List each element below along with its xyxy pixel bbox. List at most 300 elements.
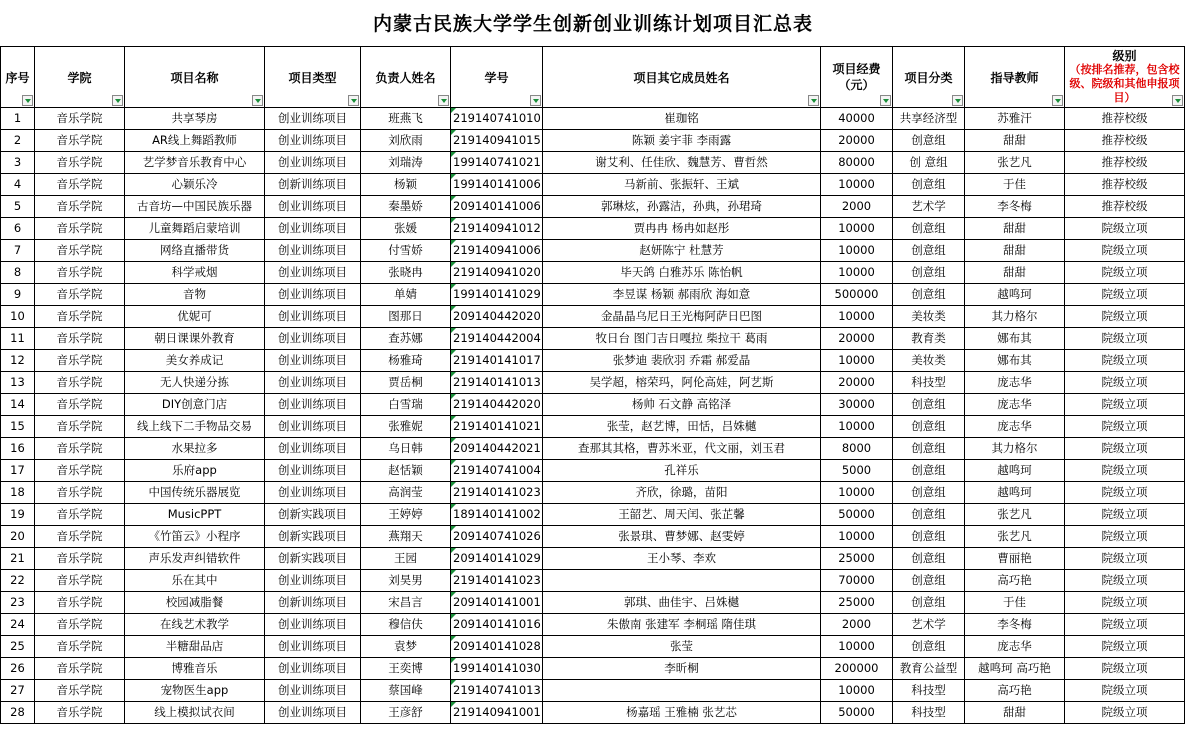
cell-student-id[interactable]: 219140741010 bbox=[451, 108, 543, 130]
cell-level[interactable]: 推荐校级 bbox=[1065, 196, 1185, 218]
filter-dropdown-icon[interactable] bbox=[952, 95, 963, 106]
cell-student-id[interactable]: 219140141021 bbox=[451, 416, 543, 438]
cell-college[interactable]: 音乐学院 bbox=[35, 548, 125, 570]
cell-project-type[interactable]: 创业训练项目 bbox=[265, 350, 361, 372]
cell-category[interactable]: 创意组 bbox=[893, 416, 965, 438]
cell-student-id[interactable]: 219140941001 bbox=[451, 702, 543, 724]
cell-members[interactable]: 杨帅 石文静 高铭泽 bbox=[543, 394, 821, 416]
cell-members[interactable]: 孔祥乐 bbox=[543, 460, 821, 482]
cell-leader[interactable]: 王彦舒 bbox=[361, 702, 451, 724]
cell-category[interactable]: 科技型 bbox=[893, 680, 965, 702]
cell-funding[interactable]: 10000 bbox=[821, 240, 893, 262]
cell-level[interactable]: 院级立项 bbox=[1065, 548, 1185, 570]
cell-student-id[interactable]: 189140141002 bbox=[451, 504, 543, 526]
cell-members[interactable] bbox=[543, 680, 821, 702]
cell-funding[interactable]: 10000 bbox=[821, 306, 893, 328]
cell-leader[interactable]: 刘瑞涛 bbox=[361, 152, 451, 174]
cell-college[interactable]: 音乐学院 bbox=[35, 416, 125, 438]
cell-project-type[interactable]: 创业训练项目 bbox=[265, 108, 361, 130]
cell-level[interactable]: 推荐校级 bbox=[1065, 108, 1185, 130]
cell-members[interactable]: 张梦迪 裴欣羽 乔霜 郝爱晶 bbox=[543, 350, 821, 372]
cell-advisor[interactable]: 庞志华 bbox=[965, 372, 1065, 394]
cell-project-type[interactable]: 创业训练项目 bbox=[265, 262, 361, 284]
cell-category[interactable]: 创意组 bbox=[893, 438, 965, 460]
cell-project-name[interactable]: 中国传统乐器展览 bbox=[125, 482, 265, 504]
cell-seq[interactable]: 23 bbox=[1, 592, 35, 614]
cell-project-name[interactable]: 线上线下二手物品交易 bbox=[125, 416, 265, 438]
cell-category[interactable]: 教育公益型 bbox=[893, 658, 965, 680]
cell-members[interactable]: 王小琴、李欢 bbox=[543, 548, 821, 570]
cell-seq[interactable]: 8 bbox=[1, 262, 35, 284]
cell-project-type[interactable]: 创业训练项目 bbox=[265, 130, 361, 152]
cell-level[interactable]: 院级立项 bbox=[1065, 218, 1185, 240]
cell-level[interactable]: 院级立项 bbox=[1065, 482, 1185, 504]
cell-level[interactable]: 院级立项 bbox=[1065, 306, 1185, 328]
cell-members[interactable]: 金晶晶乌尼日王光梅阿萨日巴图 bbox=[543, 306, 821, 328]
cell-leader[interactable]: 贾岳桐 bbox=[361, 372, 451, 394]
cell-members[interactable]: 郭琪、曲佳宇、吕姝樾 bbox=[543, 592, 821, 614]
cell-college[interactable]: 音乐学院 bbox=[35, 240, 125, 262]
cell-advisor[interactable]: 甜甜 bbox=[965, 702, 1065, 724]
cell-level[interactable]: 院级立项 bbox=[1065, 328, 1185, 350]
cell-project-type[interactable]: 创业训练项目 bbox=[265, 306, 361, 328]
cell-level[interactable]: 院级立项 bbox=[1065, 702, 1185, 724]
cell-project-type[interactable]: 创业训练项目 bbox=[265, 614, 361, 636]
cell-project-name[interactable]: 水果拉多 bbox=[125, 438, 265, 460]
cell-leader[interactable]: 张媛 bbox=[361, 218, 451, 240]
cell-seq[interactable]: 20 bbox=[1, 526, 35, 548]
cell-category[interactable]: 创意组 bbox=[893, 218, 965, 240]
cell-project-type[interactable]: 创业训练项目 bbox=[265, 680, 361, 702]
cell-members[interactable]: 杨嘉瑶 王雅楠 张艺芯 bbox=[543, 702, 821, 724]
header-project-type[interactable]: 项目类型 bbox=[265, 47, 361, 108]
cell-student-id[interactable]: 209140741026 bbox=[451, 526, 543, 548]
cell-leader[interactable]: 张雅妮 bbox=[361, 416, 451, 438]
cell-level[interactable]: 院级立项 bbox=[1065, 350, 1185, 372]
cell-project-name[interactable]: 《竹笛云》小程序 bbox=[125, 526, 265, 548]
cell-project-name[interactable]: 线上模拟试衣间 bbox=[125, 702, 265, 724]
cell-student-id[interactable]: 199140141006 bbox=[451, 174, 543, 196]
cell-project-type[interactable]: 创业训练项目 bbox=[265, 702, 361, 724]
cell-category[interactable]: 创意组 bbox=[893, 130, 965, 152]
cell-members[interactable]: 张莹，赵艺博，田恬，吕姝樾 bbox=[543, 416, 821, 438]
header-project-name[interactable]: 项目名称 bbox=[125, 47, 265, 108]
cell-college[interactable]: 音乐学院 bbox=[35, 152, 125, 174]
cell-seq[interactable]: 17 bbox=[1, 460, 35, 482]
cell-seq[interactable]: 28 bbox=[1, 702, 35, 724]
cell-funding[interactable]: 70000 bbox=[821, 570, 893, 592]
cell-level[interactable]: 院级立项 bbox=[1065, 416, 1185, 438]
cell-student-id[interactable]: 209140442020 bbox=[451, 306, 543, 328]
header-members[interactable]: 项目其它成员姓名 bbox=[543, 47, 821, 108]
cell-funding[interactable]: 50000 bbox=[821, 702, 893, 724]
cell-project-type[interactable]: 创新训练项目 bbox=[265, 592, 361, 614]
cell-seq[interactable]: 3 bbox=[1, 152, 35, 174]
cell-funding[interactable]: 5000 bbox=[821, 460, 893, 482]
cell-leader[interactable]: 宋昌言 bbox=[361, 592, 451, 614]
header-funding[interactable]: 项目经费（元） bbox=[821, 47, 893, 108]
cell-project-type[interactable]: 创业训练项目 bbox=[265, 482, 361, 504]
cell-funding[interactable]: 20000 bbox=[821, 328, 893, 350]
cell-project-name[interactable]: AR线上舞蹈教师 bbox=[125, 130, 265, 152]
cell-funding[interactable]: 500000 bbox=[821, 284, 893, 306]
cell-category[interactable]: 美妆类 bbox=[893, 306, 965, 328]
cell-funding[interactable]: 10000 bbox=[821, 174, 893, 196]
cell-project-type[interactable]: 创业训练项目 bbox=[265, 372, 361, 394]
filter-dropdown-icon[interactable] bbox=[252, 95, 263, 106]
cell-members[interactable]: 毕天鸽 白雅苏乐 陈怡帆 bbox=[543, 262, 821, 284]
cell-student-id[interactable]: 219140941020 bbox=[451, 262, 543, 284]
cell-leader[interactable]: 单婧 bbox=[361, 284, 451, 306]
cell-college[interactable]: 音乐学院 bbox=[35, 350, 125, 372]
cell-project-type[interactable]: 创业训练项目 bbox=[265, 416, 361, 438]
cell-project-name[interactable]: 美女养成记 bbox=[125, 350, 265, 372]
cell-seq[interactable]: 26 bbox=[1, 658, 35, 680]
cell-college[interactable]: 音乐学院 bbox=[35, 174, 125, 196]
cell-seq[interactable]: 11 bbox=[1, 328, 35, 350]
cell-seq[interactable]: 27 bbox=[1, 680, 35, 702]
cell-project-name[interactable]: 无人快递分拣 bbox=[125, 372, 265, 394]
cell-college[interactable]: 音乐学院 bbox=[35, 702, 125, 724]
cell-category[interactable]: 教育类 bbox=[893, 328, 965, 350]
cell-members[interactable]: 牧日台 图门吉日嘎拉 柴拉干 葛雨 bbox=[543, 328, 821, 350]
cell-funding[interactable]: 80000 bbox=[821, 152, 893, 174]
cell-advisor[interactable]: 张艺凡 bbox=[965, 152, 1065, 174]
cell-project-name[interactable]: 宠物医生app bbox=[125, 680, 265, 702]
cell-student-id[interactable]: 219140141013 bbox=[451, 372, 543, 394]
cell-level[interactable]: 院级立项 bbox=[1065, 240, 1185, 262]
cell-level[interactable]: 院级立项 bbox=[1065, 438, 1185, 460]
cell-project-type[interactable]: 创业训练项目 bbox=[265, 152, 361, 174]
cell-student-id[interactable]: 219140141023 bbox=[451, 482, 543, 504]
cell-leader[interactable]: 高润莹 bbox=[361, 482, 451, 504]
cell-category[interactable]: 艺术学 bbox=[893, 196, 965, 218]
cell-project-name[interactable]: 乐府app bbox=[125, 460, 265, 482]
cell-seq[interactable]: 16 bbox=[1, 438, 35, 460]
cell-members[interactable]: 谢艾利、任佳欣、魏慧芳、曹哲然 bbox=[543, 152, 821, 174]
cell-members[interactable]: 马新前、张振轩、王斌 bbox=[543, 174, 821, 196]
cell-student-id[interactable]: 219140941006 bbox=[451, 240, 543, 262]
cell-seq[interactable]: 21 bbox=[1, 548, 35, 570]
cell-project-type[interactable]: 创业训练项目 bbox=[265, 438, 361, 460]
cell-level[interactable]: 院级立项 bbox=[1065, 680, 1185, 702]
cell-college[interactable]: 音乐学院 bbox=[35, 394, 125, 416]
cell-student-id[interactable]: 219140941012 bbox=[451, 218, 543, 240]
cell-members[interactable]: 李昱谋 杨颖 郝雨欣 海如意 bbox=[543, 284, 821, 306]
cell-leader[interactable]: 刘昊男 bbox=[361, 570, 451, 592]
cell-level[interactable]: 院级立项 bbox=[1065, 526, 1185, 548]
cell-advisor[interactable]: 甜甜 bbox=[965, 262, 1065, 284]
cell-category[interactable]: 创意组 bbox=[893, 482, 965, 504]
cell-seq[interactable]: 15 bbox=[1, 416, 35, 438]
cell-project-name[interactable]: DIY创意门店 bbox=[125, 394, 265, 416]
filter-dropdown-icon[interactable] bbox=[880, 95, 891, 106]
cell-student-id[interactable]: 199140141030 bbox=[451, 658, 543, 680]
cell-level[interactable]: 推荐校级 bbox=[1065, 152, 1185, 174]
cell-category[interactable]: 创意组 bbox=[893, 394, 965, 416]
cell-category[interactable]: 艺术学 bbox=[893, 614, 965, 636]
cell-members[interactable]: 张莹 bbox=[543, 636, 821, 658]
cell-funding[interactable]: 40000 bbox=[821, 108, 893, 130]
cell-student-id[interactable]: 219140741004 bbox=[451, 460, 543, 482]
header-level[interactable]: 级别 （按排名推荐，包含校级、院级和其他申报项目） bbox=[1065, 47, 1185, 108]
cell-project-name[interactable]: 音物 bbox=[125, 284, 265, 306]
cell-project-type[interactable]: 创业训练项目 bbox=[265, 394, 361, 416]
cell-advisor[interactable]: 庞志华 bbox=[965, 394, 1065, 416]
cell-advisor[interactable]: 娜布其 bbox=[965, 328, 1065, 350]
cell-college[interactable]: 音乐学院 bbox=[35, 592, 125, 614]
cell-project-name[interactable]: 优妮可 bbox=[125, 306, 265, 328]
cell-student-id[interactable]: 209140141028 bbox=[451, 636, 543, 658]
cell-project-name[interactable]: 艺学梦音乐教育中心 bbox=[125, 152, 265, 174]
filter-dropdown-icon[interactable] bbox=[808, 95, 819, 106]
cell-funding[interactable]: 50000 bbox=[821, 504, 893, 526]
cell-college[interactable]: 音乐学院 bbox=[35, 108, 125, 130]
cell-advisor[interactable]: 娜布其 bbox=[965, 350, 1065, 372]
cell-level[interactable]: 院级立项 bbox=[1065, 504, 1185, 526]
cell-student-id[interactable]: 199140741021 bbox=[451, 152, 543, 174]
cell-leader[interactable]: 赵恬颖 bbox=[361, 460, 451, 482]
cell-funding[interactable]: 10000 bbox=[821, 636, 893, 658]
cell-leader[interactable]: 白雪瑞 bbox=[361, 394, 451, 416]
header-leader[interactable]: 负责人姓名 bbox=[361, 47, 451, 108]
filter-dropdown-icon[interactable] bbox=[1172, 95, 1183, 106]
cell-level[interactable]: 院级立项 bbox=[1065, 262, 1185, 284]
cell-project-name[interactable]: 网络直播带货 bbox=[125, 240, 265, 262]
cell-advisor[interactable]: 于佳 bbox=[965, 174, 1065, 196]
cell-seq[interactable]: 14 bbox=[1, 394, 35, 416]
cell-category[interactable]: 创意组 bbox=[893, 174, 965, 196]
cell-seq[interactable]: 18 bbox=[1, 482, 35, 504]
cell-project-name[interactable]: 校园减脂餐 bbox=[125, 592, 265, 614]
cell-category[interactable]: 美妆类 bbox=[893, 350, 965, 372]
cell-category[interactable]: 创意组 bbox=[893, 636, 965, 658]
cell-level[interactable]: 院级立项 bbox=[1065, 284, 1185, 306]
cell-college[interactable]: 音乐学院 bbox=[35, 680, 125, 702]
cell-project-name[interactable]: 心颖乐冷 bbox=[125, 174, 265, 196]
cell-leader[interactable]: 乌日韩 bbox=[361, 438, 451, 460]
cell-project-name[interactable]: 博雅音乐 bbox=[125, 658, 265, 680]
cell-project-type[interactable]: 创新实践项目 bbox=[265, 548, 361, 570]
cell-project-name[interactable]: 乐在其中 bbox=[125, 570, 265, 592]
cell-leader[interactable]: 秦墨娇 bbox=[361, 196, 451, 218]
cell-funding[interactable]: 20000 bbox=[821, 130, 893, 152]
cell-leader[interactable]: 图那日 bbox=[361, 306, 451, 328]
cell-seq[interactable]: 4 bbox=[1, 174, 35, 196]
header-college[interactable]: 学院 bbox=[35, 47, 125, 108]
cell-advisor[interactable]: 张艺凡 bbox=[965, 526, 1065, 548]
cell-seq[interactable]: 24 bbox=[1, 614, 35, 636]
cell-college[interactable]: 音乐学院 bbox=[35, 328, 125, 350]
cell-project-name[interactable]: MusicPPT bbox=[125, 504, 265, 526]
cell-seq[interactable]: 10 bbox=[1, 306, 35, 328]
cell-leader[interactable]: 穆信伕 bbox=[361, 614, 451, 636]
cell-college[interactable]: 音乐学院 bbox=[35, 284, 125, 306]
cell-college[interactable]: 音乐学院 bbox=[35, 438, 125, 460]
cell-college[interactable]: 音乐学院 bbox=[35, 130, 125, 152]
cell-level[interactable]: 院级立项 bbox=[1065, 636, 1185, 658]
cell-seq[interactable]: 9 bbox=[1, 284, 35, 306]
cell-project-type[interactable]: 创新实践项目 bbox=[265, 504, 361, 526]
cell-level[interactable]: 推荐校级 bbox=[1065, 130, 1185, 152]
cell-leader[interactable]: 王婷婷 bbox=[361, 504, 451, 526]
cell-advisor[interactable]: 甜甜 bbox=[965, 130, 1065, 152]
cell-members[interactable]: 吴学超，榕荣玛，阿伦高娃，阿艺斯 bbox=[543, 372, 821, 394]
cell-members[interactable]: 朱傲南 张建军 李桐瑶 隋佳琪 bbox=[543, 614, 821, 636]
cell-funding[interactable]: 2000 bbox=[821, 614, 893, 636]
cell-college[interactable]: 音乐学院 bbox=[35, 636, 125, 658]
cell-advisor[interactable]: 高巧艳 bbox=[965, 680, 1065, 702]
cell-leader[interactable]: 杨雅琦 bbox=[361, 350, 451, 372]
filter-dropdown-icon[interactable] bbox=[438, 95, 449, 106]
cell-funding[interactable]: 10000 bbox=[821, 526, 893, 548]
cell-student-id[interactable]: 209140141016 bbox=[451, 614, 543, 636]
header-student-id[interactable]: 学号 bbox=[451, 47, 543, 108]
cell-leader[interactable]: 班燕飞 bbox=[361, 108, 451, 130]
cell-project-type[interactable]: 创业训练项目 bbox=[265, 636, 361, 658]
cell-project-name[interactable]: 朝日课课外教育 bbox=[125, 328, 265, 350]
cell-project-type[interactable]: 创业训练项目 bbox=[265, 196, 361, 218]
cell-funding[interactable]: 10000 bbox=[821, 218, 893, 240]
cell-advisor[interactable]: 苏雅汗 bbox=[965, 108, 1065, 130]
cell-level[interactable]: 院级立项 bbox=[1065, 460, 1185, 482]
filter-dropdown-icon[interactable] bbox=[530, 95, 541, 106]
cell-student-id[interactable]: 219140141017 bbox=[451, 350, 543, 372]
cell-college[interactable]: 音乐学院 bbox=[35, 526, 125, 548]
cell-category[interactable]: 创意组 bbox=[893, 504, 965, 526]
cell-advisor[interactable]: 于佳 bbox=[965, 592, 1065, 614]
cell-members[interactable]: 张景琪、曹梦娜、赵雯婷 bbox=[543, 526, 821, 548]
cell-advisor[interactable]: 越鸣珂 bbox=[965, 284, 1065, 306]
cell-student-id[interactable]: 209140442021 bbox=[451, 438, 543, 460]
cell-college[interactable]: 音乐学院 bbox=[35, 482, 125, 504]
cell-category[interactable]: 创意组 bbox=[893, 592, 965, 614]
cell-members[interactable]: 齐欣，徐璐，苗阳 bbox=[543, 482, 821, 504]
header-seq[interactable]: 序号 bbox=[1, 47, 35, 108]
cell-funding[interactable]: 10000 bbox=[821, 680, 893, 702]
cell-category[interactable]: 共享经济型 bbox=[893, 108, 965, 130]
cell-level[interactable]: 院级立项 bbox=[1065, 372, 1185, 394]
cell-seq[interactable]: 22 bbox=[1, 570, 35, 592]
cell-category[interactable]: 科技型 bbox=[893, 702, 965, 724]
cell-members[interactable]: 查那其其格，曹苏米亚，代文丽，刘玉君 bbox=[543, 438, 821, 460]
cell-project-name[interactable]: 共享琴房 bbox=[125, 108, 265, 130]
cell-student-id[interactable]: 219140941015 bbox=[451, 130, 543, 152]
cell-project-type[interactable]: 创业训练项目 bbox=[265, 570, 361, 592]
cell-advisor[interactable]: 李冬梅 bbox=[965, 196, 1065, 218]
cell-advisor[interactable]: 庞志华 bbox=[965, 636, 1065, 658]
cell-seq[interactable]: 13 bbox=[1, 372, 35, 394]
cell-category[interactable]: 创意组 bbox=[893, 526, 965, 548]
cell-funding[interactable]: 30000 bbox=[821, 394, 893, 416]
cell-funding[interactable]: 10000 bbox=[821, 482, 893, 504]
cell-seq[interactable]: 25 bbox=[1, 636, 35, 658]
cell-student-id[interactable]: 219140442020 bbox=[451, 394, 543, 416]
cell-college[interactable]: 音乐学院 bbox=[35, 460, 125, 482]
cell-category[interactable]: 创意组 bbox=[893, 548, 965, 570]
cell-project-name[interactable]: 半糖甜品店 bbox=[125, 636, 265, 658]
cell-college[interactable]: 音乐学院 bbox=[35, 614, 125, 636]
cell-advisor[interactable]: 张艺凡 bbox=[965, 504, 1065, 526]
cell-seq[interactable]: 12 bbox=[1, 350, 35, 372]
cell-college[interactable]: 音乐学院 bbox=[35, 570, 125, 592]
cell-project-type[interactable]: 创业训练项目 bbox=[265, 658, 361, 680]
cell-leader[interactable]: 付雪娇 bbox=[361, 240, 451, 262]
cell-advisor[interactable]: 越鸣珂 高巧艳 bbox=[965, 658, 1065, 680]
cell-members[interactable] bbox=[543, 570, 821, 592]
cell-project-type[interactable]: 创业训练项目 bbox=[265, 460, 361, 482]
cell-student-id[interactable]: 209140141001 bbox=[451, 592, 543, 614]
cell-project-name[interactable]: 儿童舞蹈启蒙培训 bbox=[125, 218, 265, 240]
header-advisor[interactable]: 指导教师 bbox=[965, 47, 1065, 108]
cell-advisor[interactable]: 越鸣珂 bbox=[965, 460, 1065, 482]
cell-funding[interactable]: 200000 bbox=[821, 658, 893, 680]
cell-leader[interactable]: 王奕博 bbox=[361, 658, 451, 680]
cell-project-type[interactable]: 创新实践项目 bbox=[265, 526, 361, 548]
cell-leader[interactable]: 燕翔天 bbox=[361, 526, 451, 548]
cell-level[interactable]: 院级立项 bbox=[1065, 614, 1185, 636]
cell-project-type[interactable]: 创新训练项目 bbox=[265, 174, 361, 196]
header-category[interactable]: 项目分类 bbox=[893, 47, 965, 108]
cell-members[interactable]: 贾冉冉 杨冉如赵彤 bbox=[543, 218, 821, 240]
cell-leader[interactable]: 袁梦 bbox=[361, 636, 451, 658]
cell-college[interactable]: 音乐学院 bbox=[35, 372, 125, 394]
cell-category[interactable]: 创意组 bbox=[893, 262, 965, 284]
cell-leader[interactable]: 张晓冉 bbox=[361, 262, 451, 284]
cell-advisor[interactable]: 甜甜 bbox=[965, 240, 1065, 262]
cell-funding[interactable]: 25000 bbox=[821, 548, 893, 570]
cell-project-name[interactable]: 声乐发声纠错软件 bbox=[125, 548, 265, 570]
cell-college[interactable]: 音乐学院 bbox=[35, 504, 125, 526]
cell-project-name[interactable]: 在线艺术教学 bbox=[125, 614, 265, 636]
filter-dropdown-icon[interactable] bbox=[22, 95, 33, 106]
cell-project-type[interactable]: 创业训练项目 bbox=[265, 240, 361, 262]
cell-level[interactable]: 院级立项 bbox=[1065, 394, 1185, 416]
filter-dropdown-icon[interactable] bbox=[348, 95, 359, 106]
cell-funding[interactable]: 2000 bbox=[821, 196, 893, 218]
cell-category[interactable]: 创意组 bbox=[893, 570, 965, 592]
cell-level[interactable]: 院级立项 bbox=[1065, 570, 1185, 592]
filter-dropdown-icon[interactable] bbox=[112, 95, 123, 106]
cell-members[interactable]: 李昕桐 bbox=[543, 658, 821, 680]
cell-funding[interactable]: 10000 bbox=[821, 350, 893, 372]
filter-dropdown-icon[interactable] bbox=[1052, 95, 1063, 106]
cell-advisor[interactable]: 曹丽艳 bbox=[965, 548, 1065, 570]
cell-project-name[interactable]: 古音坊—中国民族乐器 bbox=[125, 196, 265, 218]
cell-project-name[interactable]: 科学戒烟 bbox=[125, 262, 265, 284]
cell-leader[interactable]: 杨颖 bbox=[361, 174, 451, 196]
cell-advisor[interactable]: 庞志华 bbox=[965, 416, 1065, 438]
cell-seq[interactable]: 1 bbox=[1, 108, 35, 130]
cell-seq[interactable]: 2 bbox=[1, 130, 35, 152]
cell-members[interactable]: 陈颖 姜宇菲 李雨露 bbox=[543, 130, 821, 152]
cell-project-type[interactable]: 创业训练项目 bbox=[265, 284, 361, 306]
cell-college[interactable]: 音乐学院 bbox=[35, 306, 125, 328]
cell-student-id[interactable]: 219140741013 bbox=[451, 680, 543, 702]
cell-advisor[interactable]: 高巧艳 bbox=[965, 570, 1065, 592]
cell-advisor[interactable]: 李冬梅 bbox=[965, 614, 1065, 636]
cell-advisor[interactable]: 甜甜 bbox=[965, 218, 1065, 240]
cell-seq[interactable]: 7 bbox=[1, 240, 35, 262]
cell-funding[interactable]: 10000 bbox=[821, 416, 893, 438]
cell-seq[interactable]: 6 bbox=[1, 218, 35, 240]
cell-student-id[interactable]: 199140141029 bbox=[451, 284, 543, 306]
cell-college[interactable]: 音乐学院 bbox=[35, 196, 125, 218]
cell-project-type[interactable]: 创业训练项目 bbox=[265, 328, 361, 350]
cell-members[interactable]: 王韶艺、周天闰、张芷馨 bbox=[543, 504, 821, 526]
cell-category[interactable]: 创意组 bbox=[893, 240, 965, 262]
cell-funding[interactable]: 20000 bbox=[821, 372, 893, 394]
